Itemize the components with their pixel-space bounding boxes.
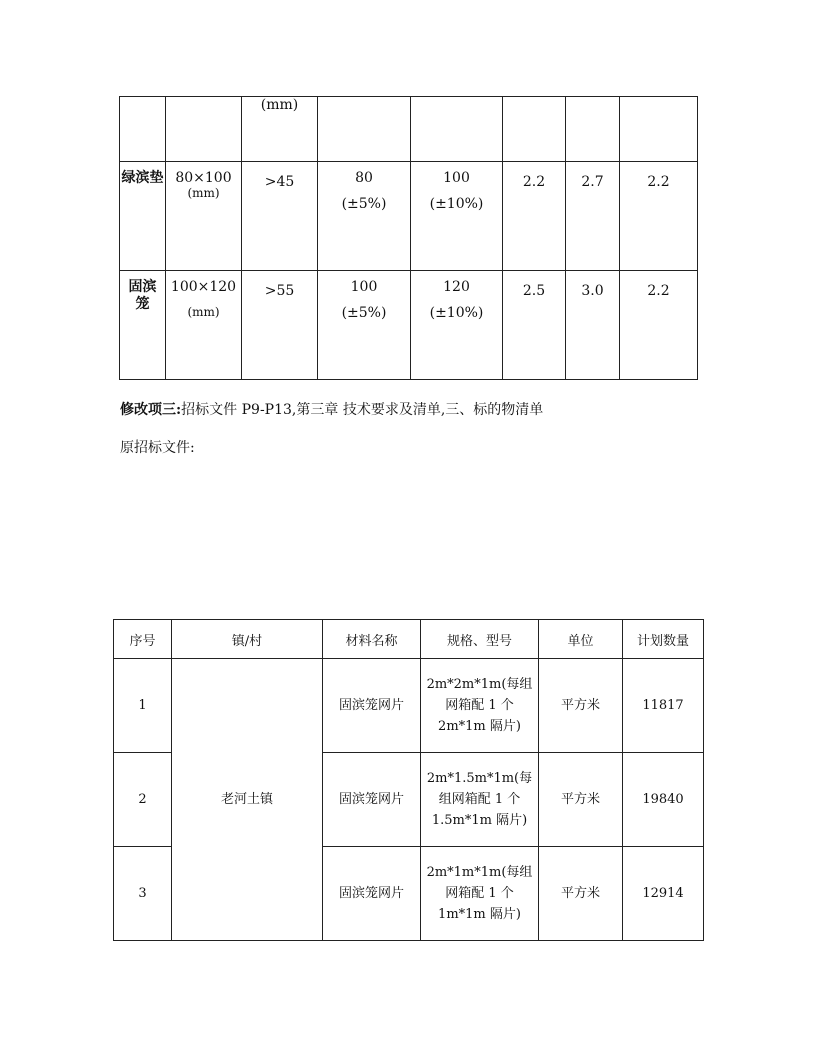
column-header: 序号: [114, 620, 172, 659]
row-name: 绿滨垫: [120, 162, 166, 271]
column-header: 计划数量: [623, 620, 704, 659]
unit-cell: 平方米: [539, 659, 623, 753]
section-heading: [120, 399, 543, 419]
tolerance-cell: 100 (±5%): [318, 271, 411, 380]
row-number: 1: [114, 659, 172, 753]
table-row: [114, 659, 704, 753]
row-name: 固滨笼: [120, 271, 166, 380]
tolerance-cell: 80 (±5%): [318, 162, 411, 271]
unit-cell: 平方米: [539, 847, 623, 941]
row-number: 3: [114, 847, 172, 941]
unit-label: (mm): [242, 97, 318, 162]
column-header: 单位: [539, 620, 623, 659]
section-subheading: 原招标文件:: [120, 440, 195, 456]
value-cell: 2.7: [566, 162, 620, 271]
row-number: 2: [114, 753, 172, 847]
table-row: [120, 162, 698, 271]
material-cell: 固滨笼网片: [323, 847, 421, 941]
value-cell: 2.2: [620, 162, 698, 271]
quantity-cell: 11817: [623, 659, 704, 753]
quantity-cell: 19840: [623, 753, 704, 847]
column-header: 材料名称: [323, 620, 421, 659]
material-cell: 固滨笼网片: [323, 659, 421, 753]
table-row: [120, 271, 698, 380]
table-row: [120, 97, 698, 162]
value-cell: 2.5: [503, 271, 566, 380]
section-heading-text: 招标文件 P9-P13,第三章 技术要求及清单,三、标的物清单: [181, 402, 544, 418]
value-cell: >45: [242, 162, 318, 271]
material-cell: 固滨笼网片: [323, 753, 421, 847]
town-cell: 老河土镇: [172, 659, 323, 941]
value-cell: >55: [242, 271, 318, 380]
section-heading-label: 修改项三:: [120, 402, 182, 418]
spec-cell: 2m*1m*1m(每组 网箱配 1 个 1m*1m 隔片): [421, 847, 539, 941]
table-header-row: [114, 620, 704, 659]
size-cell: 80×100 (mm): [166, 162, 242, 271]
spec-cell: 2m*1.5m*1m(每 组网箱配 1 个 1.5m*1m 隔片): [421, 753, 539, 847]
size-cell: 100×120 (mm): [166, 271, 242, 380]
tolerance-cell: 120 (±10%): [411, 271, 503, 380]
spec-cell: 2m*2m*1m(每组 网箱配 1 个 2m*1m 隔片): [421, 659, 539, 753]
quantity-cell: 12914: [623, 847, 704, 941]
value-cell: 2.2: [503, 162, 566, 271]
bid-table: [113, 619, 704, 941]
column-header: 规格、型号: [421, 620, 539, 659]
value-cell: 3.0: [566, 271, 620, 380]
column-header: 镇/村: [172, 620, 323, 659]
unit-cell: 平方米: [539, 753, 623, 847]
value-cell: 2.2: [620, 271, 698, 380]
spec-table: [119, 96, 698, 380]
tolerance-cell: 100 (±10%): [411, 162, 503, 271]
